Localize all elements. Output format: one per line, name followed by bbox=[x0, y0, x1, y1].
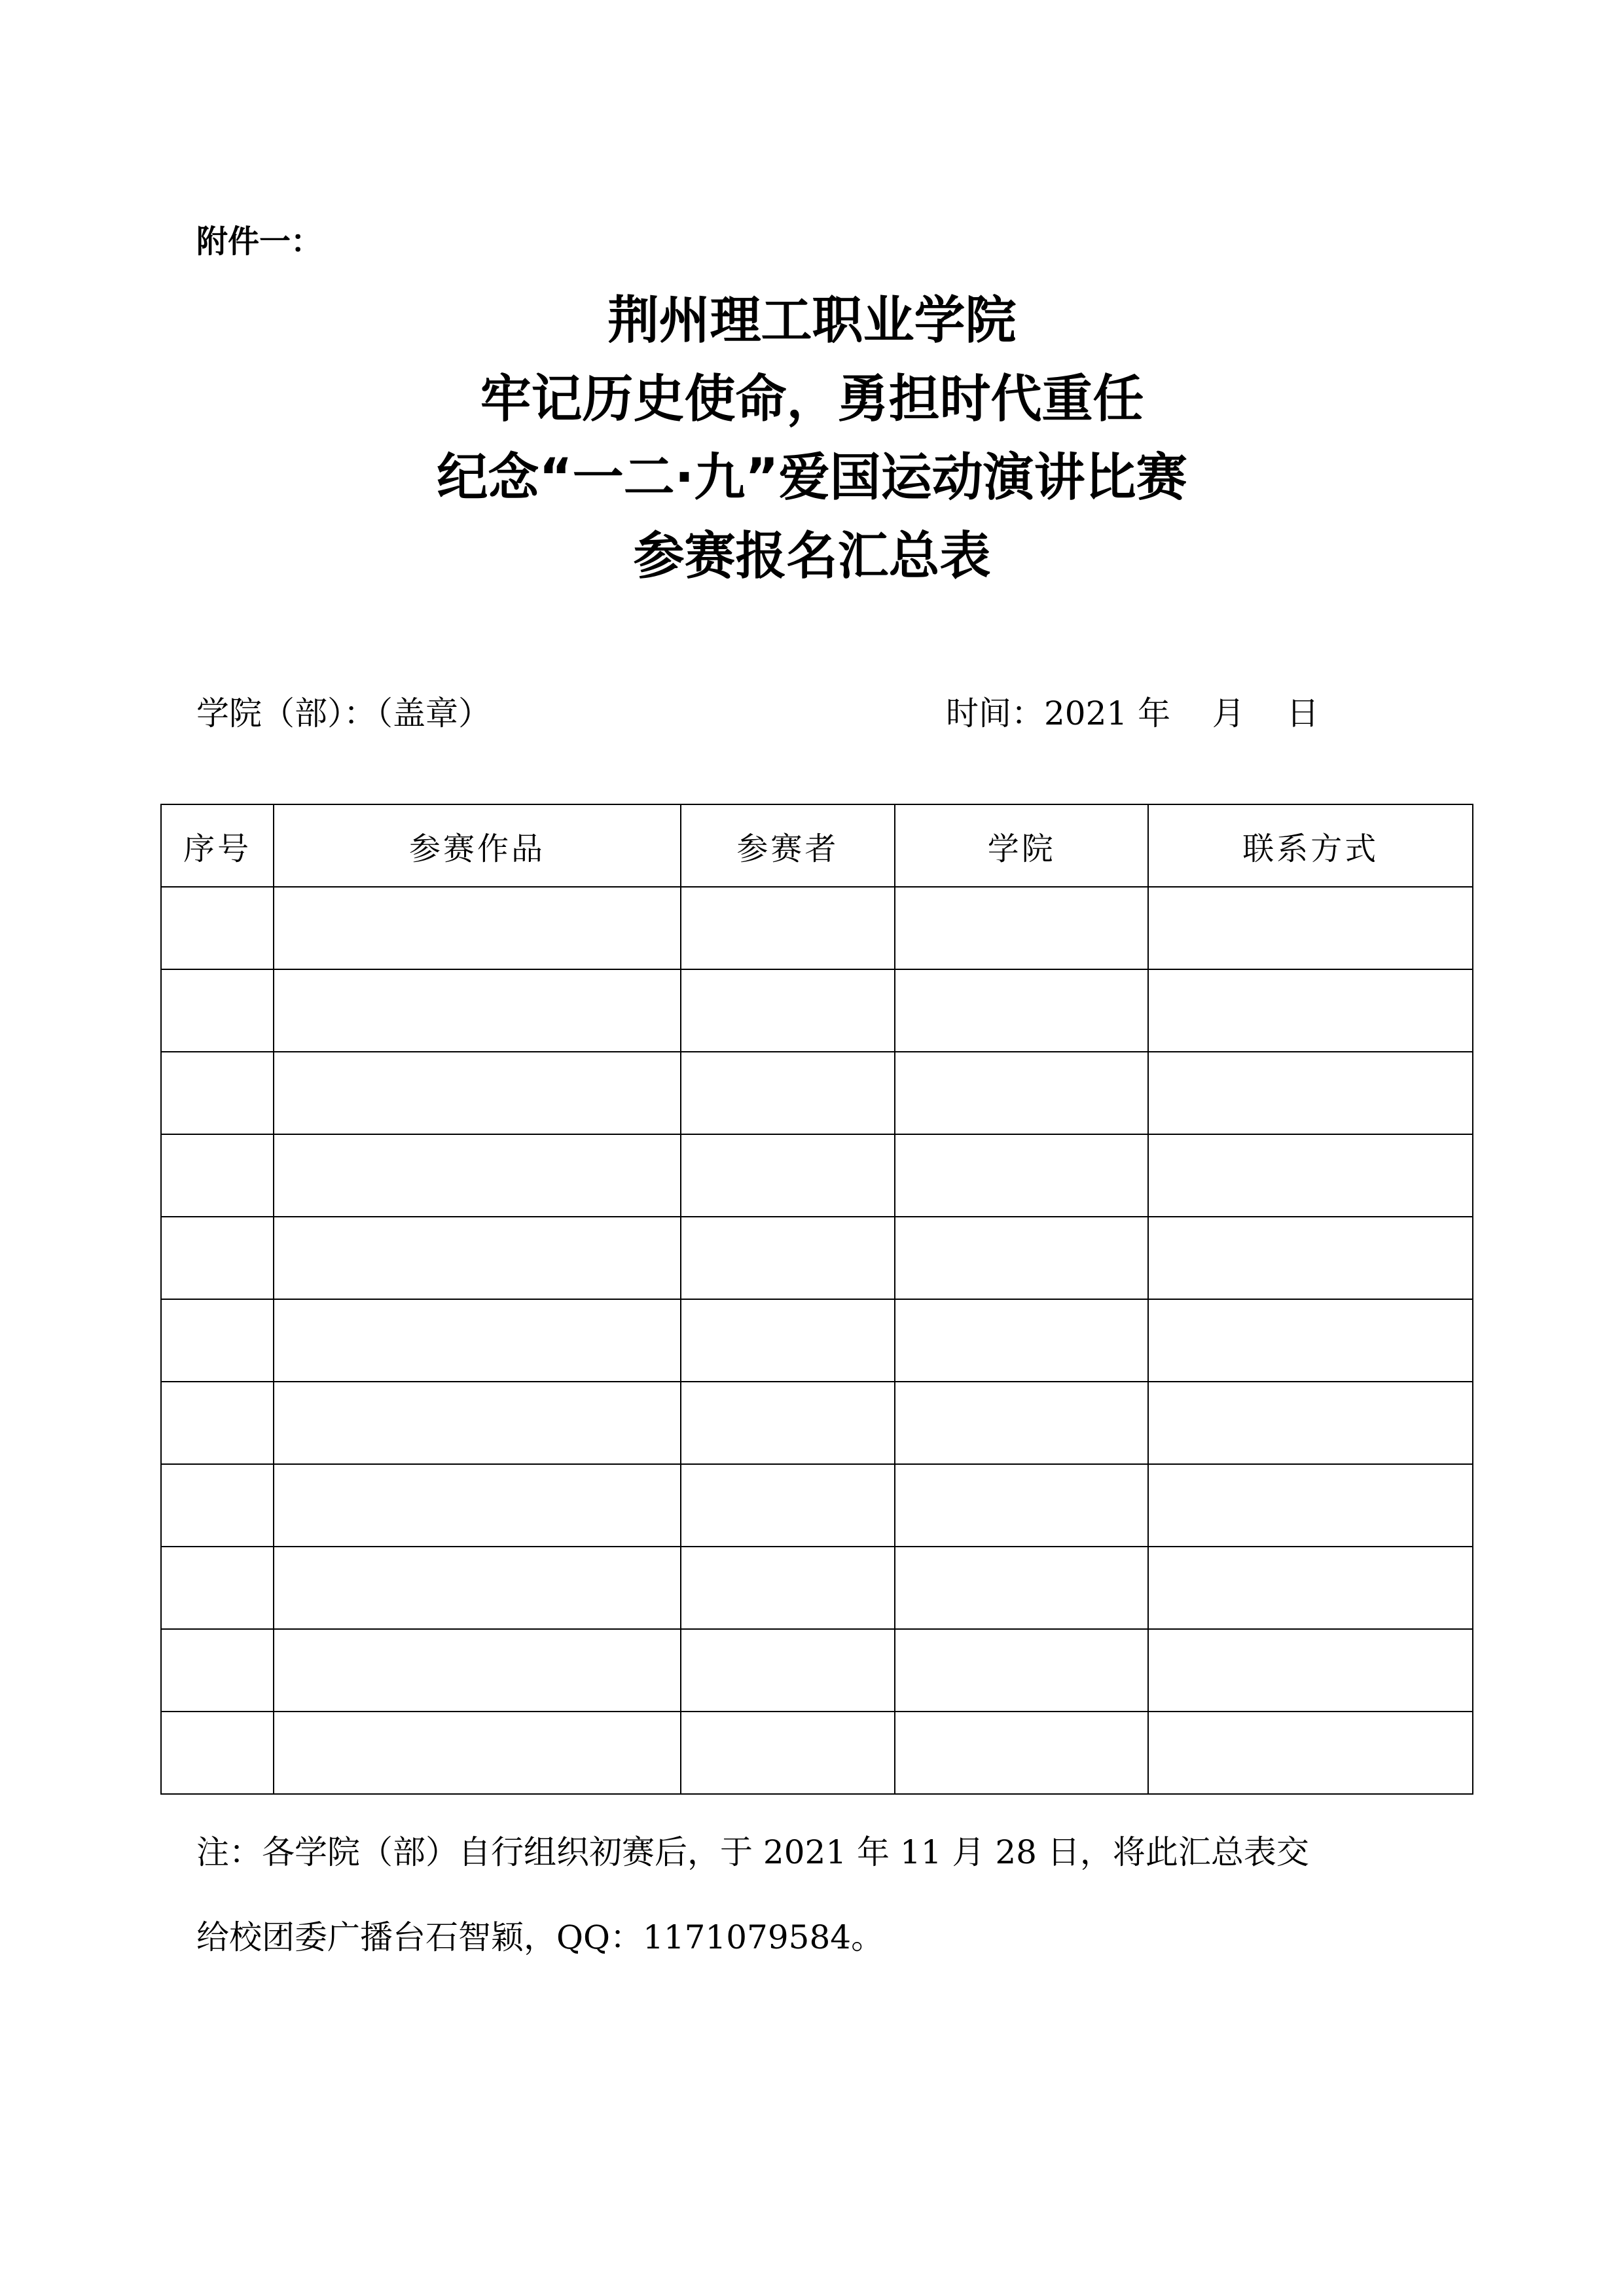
table-cell[interactable] bbox=[681, 887, 895, 969]
table-cell[interactable] bbox=[895, 1217, 1148, 1299]
table-cell[interactable] bbox=[274, 1134, 681, 1217]
table-row bbox=[161, 1629, 1473, 1712]
table-row bbox=[161, 887, 1473, 969]
header-entry-work: 参赛作品 bbox=[274, 804, 681, 887]
table-cell[interactable] bbox=[274, 1629, 681, 1712]
table-cell[interactable] bbox=[274, 887, 681, 969]
table-cell[interactable] bbox=[681, 1629, 895, 1712]
table-cell[interactable] bbox=[161, 1382, 274, 1464]
table-cell[interactable] bbox=[895, 887, 1148, 969]
table-cell[interactable] bbox=[161, 1547, 274, 1629]
table-cell[interactable] bbox=[1148, 1712, 1473, 1794]
table-row bbox=[161, 1052, 1473, 1134]
title-line-form: 参赛报名汇总表 bbox=[633, 527, 991, 586]
table-row bbox=[161, 1217, 1473, 1299]
table-cell[interactable] bbox=[274, 1052, 681, 1134]
table-row bbox=[161, 1134, 1473, 1217]
table-row bbox=[161, 969, 1473, 1052]
title-line-school: 荆州理工职业学院 bbox=[607, 291, 1017, 350]
college-stamp-label: 学院（部）：（盖章） bbox=[196, 694, 491, 732]
table-cell[interactable] bbox=[1148, 1052, 1473, 1134]
table-row bbox=[161, 1382, 1473, 1464]
table-cell[interactable] bbox=[161, 1134, 274, 1217]
table-cell[interactable] bbox=[681, 1464, 895, 1547]
table-cell[interactable] bbox=[274, 1382, 681, 1464]
table-row bbox=[161, 1464, 1473, 1547]
header-serial-number: 序号 bbox=[161, 804, 274, 887]
table-cell[interactable] bbox=[681, 1712, 895, 1794]
table-cell[interactable] bbox=[681, 1299, 895, 1382]
table-cell[interactable] bbox=[161, 1629, 274, 1712]
table-cell[interactable] bbox=[161, 1217, 274, 1299]
document-title bbox=[0, 281, 1624, 596]
table-cell[interactable] bbox=[681, 1217, 895, 1299]
date-label: 时间：2021 年 月 日 bbox=[946, 694, 1320, 732]
table-cell[interactable] bbox=[161, 1464, 274, 1547]
table-cell[interactable] bbox=[895, 1629, 1148, 1712]
table-cell[interactable] bbox=[1148, 887, 1473, 969]
table-cell[interactable] bbox=[895, 1382, 1148, 1464]
table-cell[interactable] bbox=[274, 1464, 681, 1547]
table-cell[interactable] bbox=[681, 969, 895, 1052]
note-line-1: 注：各学院（部）自行组织初赛后，于 2021 年 11 月 28 日，将此汇总表交 bbox=[196, 1833, 1309, 1871]
table-cell[interactable] bbox=[1148, 1547, 1473, 1629]
table-cell[interactable] bbox=[681, 1052, 895, 1134]
table-cell[interactable] bbox=[274, 1712, 681, 1794]
table-cell[interactable] bbox=[895, 1052, 1148, 1134]
title-line-slogan: 牢记历史使命，勇担时代重任 bbox=[480, 370, 1144, 429]
table-cell[interactable] bbox=[274, 1217, 681, 1299]
header-contact: 联系方式 bbox=[1148, 804, 1473, 887]
table-cell[interactable] bbox=[161, 1299, 274, 1382]
table-row bbox=[161, 1299, 1473, 1382]
table-cell[interactable] bbox=[274, 1547, 681, 1629]
header-college: 学院 bbox=[895, 804, 1148, 887]
table-cell[interactable] bbox=[1148, 1299, 1473, 1382]
table-row bbox=[161, 1712, 1473, 1794]
table-cell[interactable] bbox=[895, 1299, 1148, 1382]
table-header-row bbox=[161, 804, 1473, 887]
table-cell[interactable] bbox=[1148, 1382, 1473, 1464]
table-cell[interactable] bbox=[274, 1299, 681, 1382]
table-cell[interactable] bbox=[1148, 1217, 1473, 1299]
table-cell[interactable] bbox=[161, 969, 274, 1052]
table-cell[interactable] bbox=[895, 1712, 1148, 1794]
table-row bbox=[161, 1547, 1473, 1629]
table-cell[interactable] bbox=[161, 1052, 274, 1134]
title-line-contest: 纪念“一二·九”爱国运动演讲比赛 bbox=[437, 448, 1187, 507]
table-cell[interactable] bbox=[895, 969, 1148, 1052]
table-cell[interactable] bbox=[681, 1134, 895, 1217]
table-cell[interactable] bbox=[1148, 1629, 1473, 1712]
table-cell[interactable] bbox=[1148, 1464, 1473, 1547]
registration-table bbox=[160, 804, 1473, 1795]
table-cell[interactable] bbox=[274, 969, 681, 1052]
table-cell[interactable] bbox=[895, 1134, 1148, 1217]
table-cell[interactable] bbox=[1148, 969, 1473, 1052]
table-cell[interactable] bbox=[161, 887, 274, 969]
table-cell[interactable] bbox=[1148, 1134, 1473, 1217]
table-body bbox=[161, 887, 1473, 1794]
table-cell[interactable] bbox=[681, 1382, 895, 1464]
table-cell[interactable] bbox=[161, 1712, 274, 1794]
note-line-2: 给校团委广播台石智颖，QQ：1171079584。 bbox=[196, 1918, 884, 1956]
table-cell[interactable] bbox=[681, 1547, 895, 1629]
attachment-label: 附件一： bbox=[196, 223, 323, 260]
table-cell[interactable] bbox=[895, 1547, 1148, 1629]
table-cell[interactable] bbox=[895, 1464, 1148, 1547]
header-participant: 参赛者 bbox=[681, 804, 895, 887]
